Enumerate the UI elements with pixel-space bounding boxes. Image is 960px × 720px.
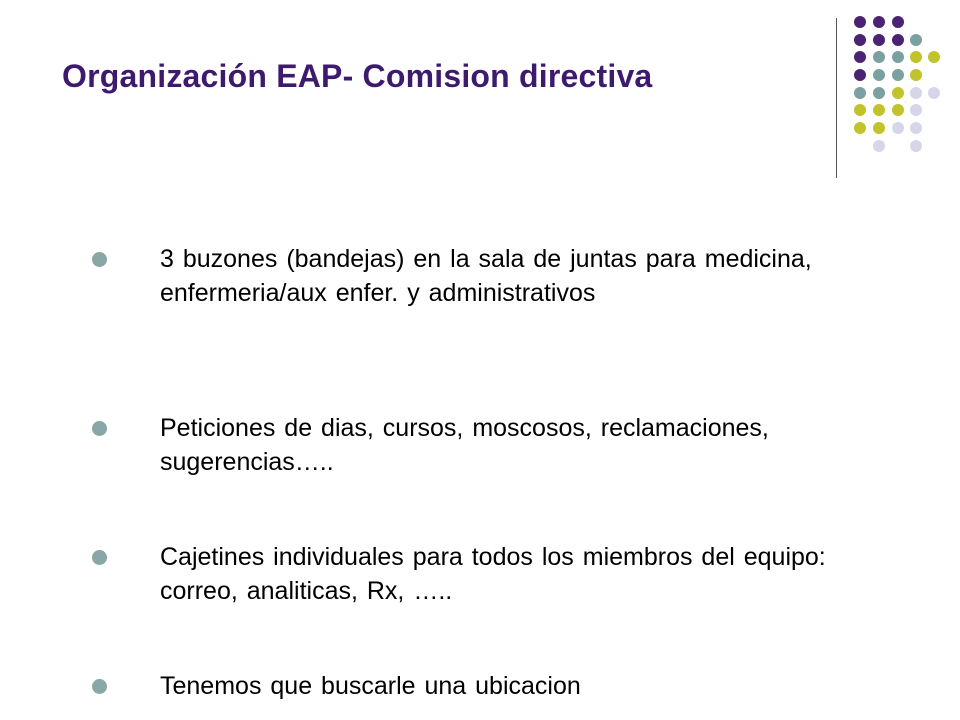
- slide-title: Organización EAP- Comision directiva: [62, 58, 653, 94]
- bullet-item: Peticiones de dias, cursos, moscosos, reclamaciones, sugerencias…..: [160, 414, 769, 476]
- bullet-dot: [92, 550, 107, 565]
- bullet-dot: [92, 679, 107, 694]
- bullet-item: 3 buzones (bandejas) en la sala de juntas para medicina, enfermeria/aux enfer. y administrativos: [160, 245, 812, 307]
- bullet-dot: [92, 421, 107, 436]
- bullet-item: Tenemos que buscarle una ubicacion: [160, 672, 581, 700]
- bullet-dot: [92, 252, 107, 267]
- bullet-item: Cajetines individuales para todos los miembros del equipo: correo, analiticas, Rx, …..: [160, 543, 826, 605]
